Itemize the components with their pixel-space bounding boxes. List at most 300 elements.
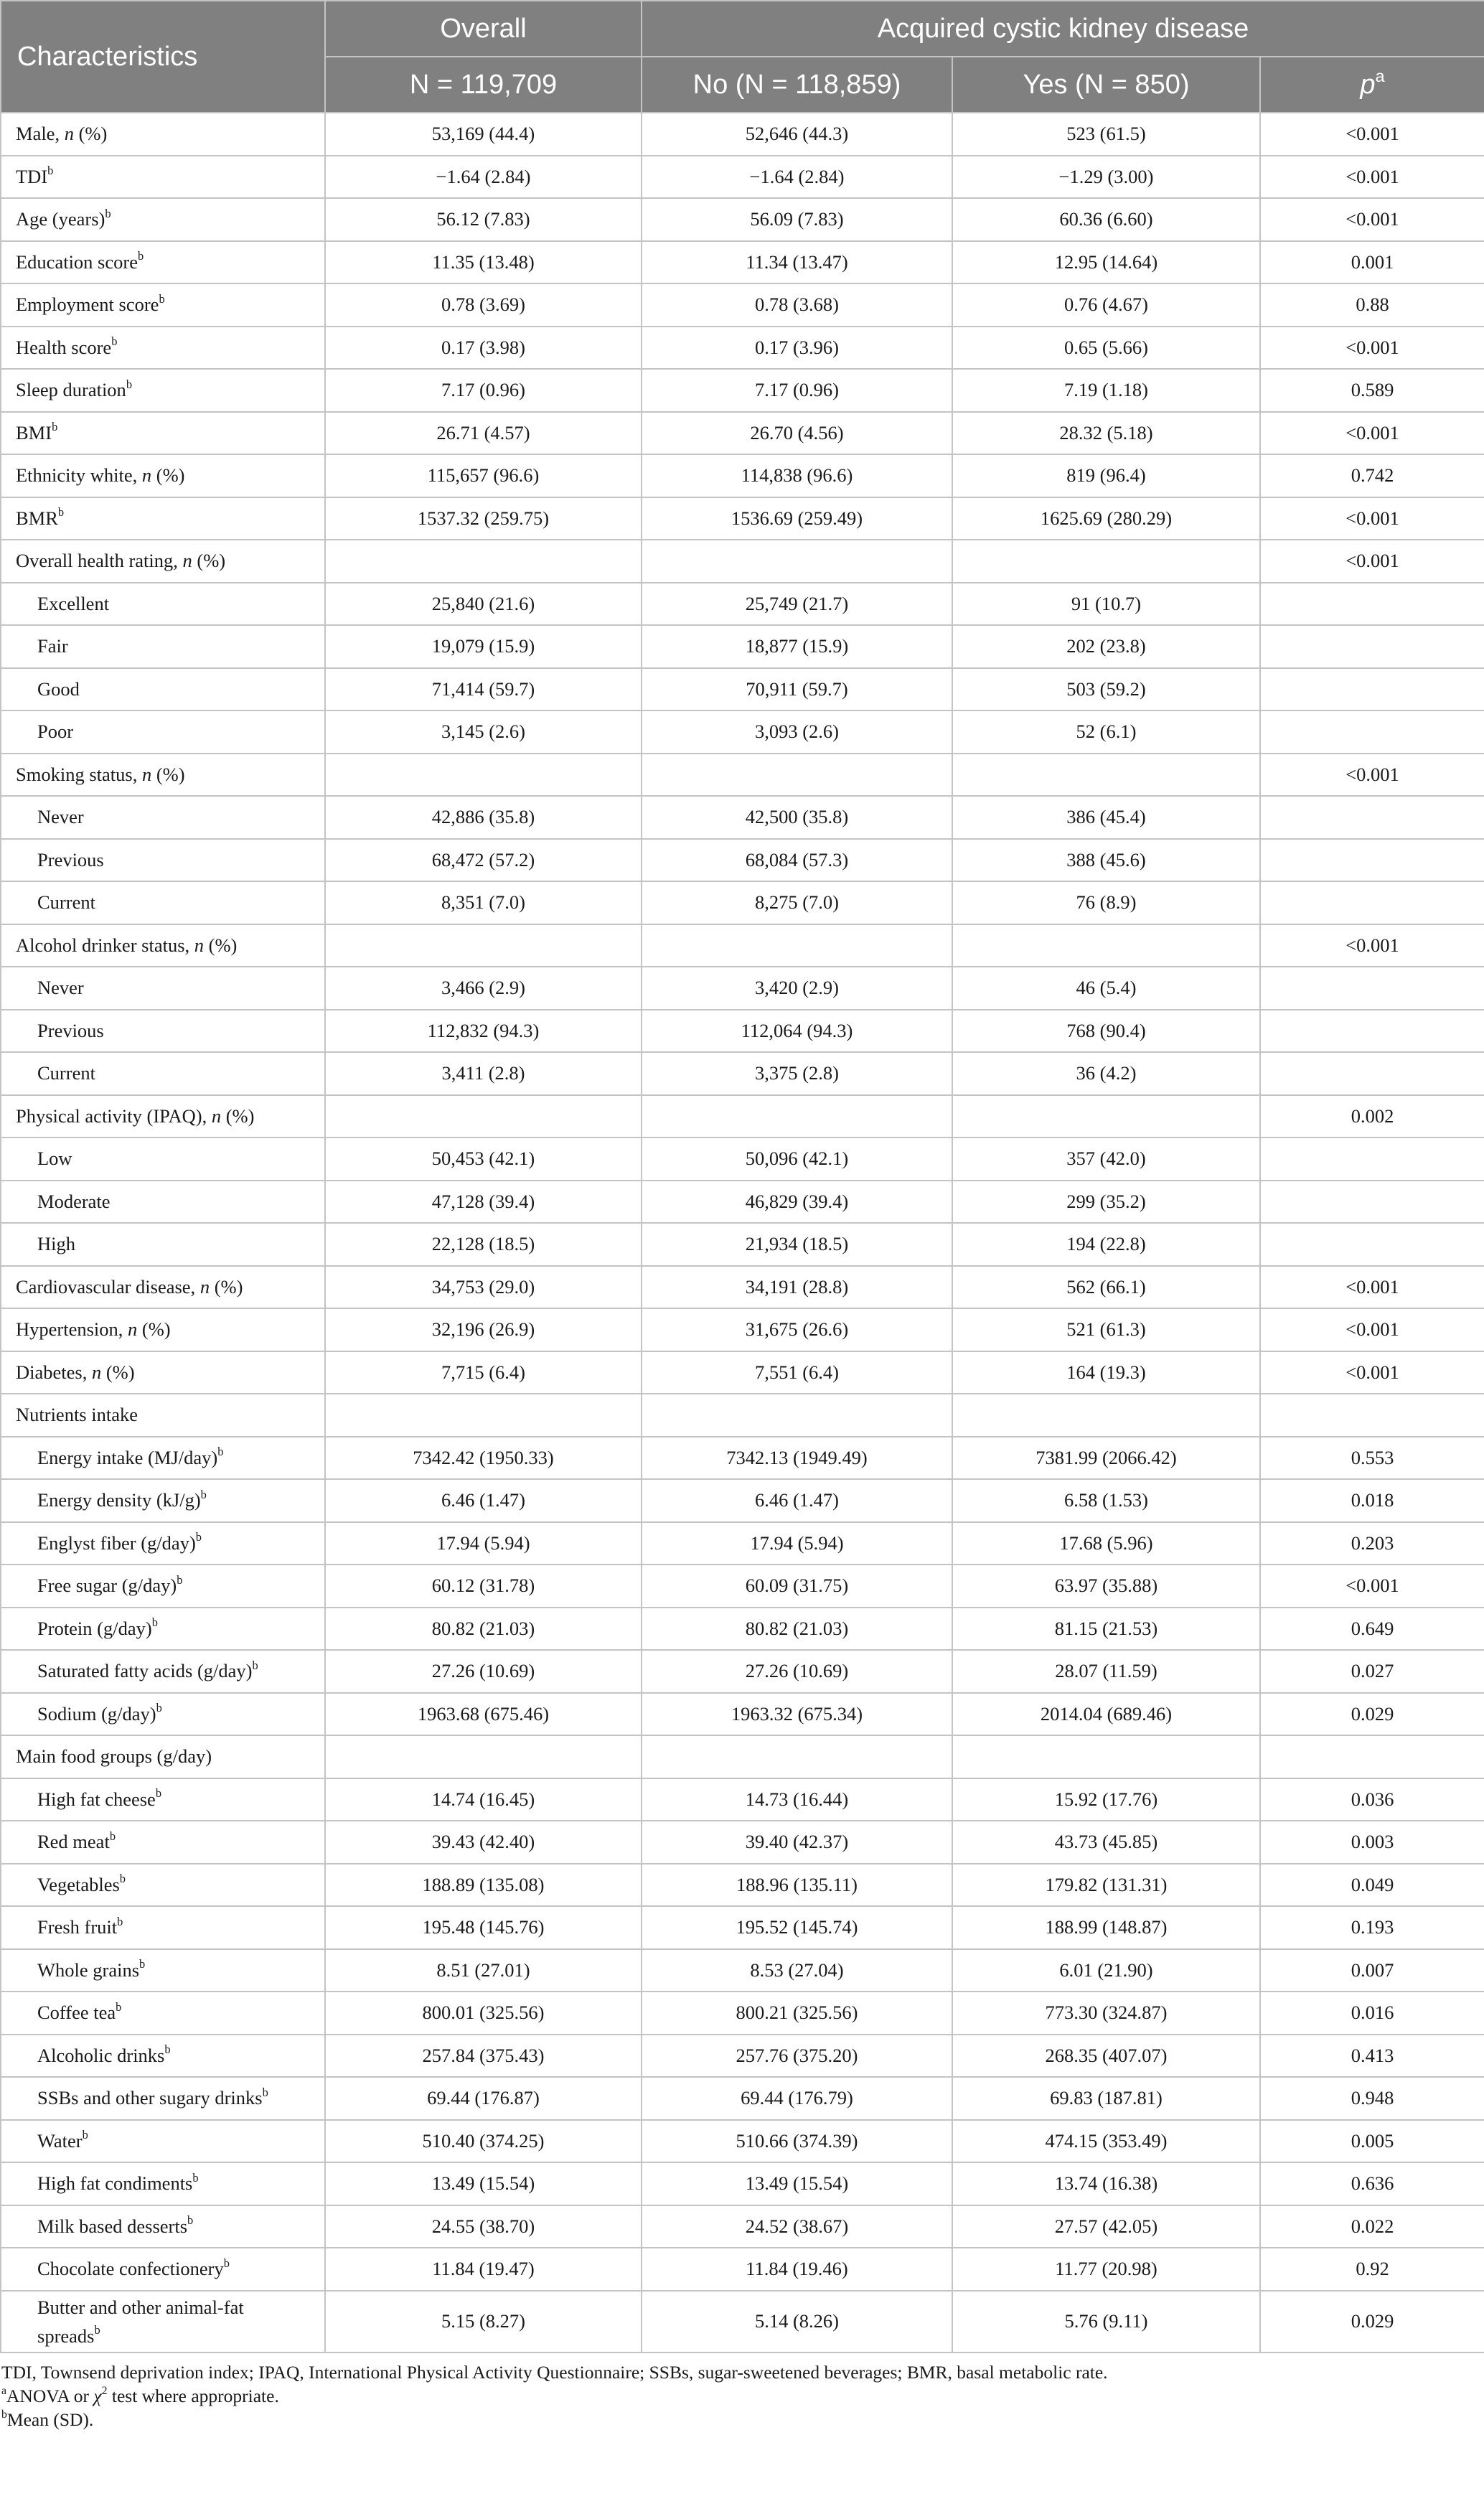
- cell-overall: 3,145 (2.6): [325, 710, 642, 754]
- cell-overall: [325, 1095, 642, 1138]
- cell-yes: 0.65 (5.66): [952, 327, 1260, 370]
- table-row: [1, 754, 1484, 797]
- cell-no: 17.94 (5.94): [642, 1522, 952, 1565]
- cell-yes: −1.29 (3.00): [952, 156, 1260, 199]
- cell-overall: 69.44 (176.87): [325, 2077, 642, 2120]
- cell-p-value: <0.001: [1260, 754, 1484, 797]
- row-label: Main food groups (g/day): [1, 1735, 325, 1778]
- table-row: [1, 2205, 1484, 2248]
- cell-no: 5.14 (8.26): [642, 2291, 952, 2353]
- cell-p-value: 0.413: [1260, 2035, 1484, 2078]
- cell-no: 114,838 (96.6): [642, 454, 952, 497]
- cell-no: 70,911 (59.7): [642, 668, 952, 711]
- cell-no: 7342.13 (1949.49): [642, 1437, 952, 1480]
- row-label: Health score$^b$: [1, 327, 325, 370]
- cell-overall: 800.01 (325.56): [325, 1992, 642, 2035]
- cell-yes: 188.99 (148.87): [952, 1906, 1260, 1949]
- row-label: Vegetables$^b$: [1, 1864, 325, 1907]
- cell-yes: 46 (5.4): [952, 967, 1260, 1010]
- cell-yes: 521 (61.3): [952, 1308, 1260, 1351]
- cell-overall: 24.55 (38.70): [325, 2205, 642, 2248]
- cell-p-value: 0.049: [1260, 1864, 1484, 1907]
- cell-no: 11.34 (13.47): [642, 241, 952, 284]
- cell-no: 34,191 (28.8): [642, 1266, 952, 1309]
- cell-overall: 50,453 (42.1): [325, 1137, 642, 1181]
- cell-yes: 28.32 (5.18): [952, 412, 1260, 455]
- cell-yes: 15.92 (17.76): [952, 1778, 1260, 1821]
- table-row: [1, 1906, 1484, 1949]
- cell-yes: 63.97 (35.88): [952, 1565, 1260, 1608]
- cell-no: 26.70 (4.56): [642, 412, 952, 455]
- cell-overall: 19,079 (15.9): [325, 625, 642, 668]
- row-label: Male, n (%): [1, 113, 325, 156]
- cell-overall: 22,128 (18.5): [325, 1223, 642, 1266]
- row-label: High fat cheese$^b$: [1, 1778, 325, 1821]
- cell-yes: 60.36 (6.60): [952, 198, 1260, 241]
- row-label: Fair: [1, 625, 325, 668]
- cell-yes: 474.15 (353.49): [952, 2120, 1260, 2163]
- cell-overall: 80.82 (21.03): [325, 1608, 642, 1651]
- table-row: [1, 2162, 1484, 2205]
- table-row: [1, 1308, 1484, 1351]
- cell-yes: 5.76 (9.11): [952, 2291, 1260, 2353]
- table-row: [1, 113, 1484, 156]
- cell-p-value: 0.029: [1260, 2291, 1484, 2353]
- header-no: No (N = 118,859): [642, 57, 952, 113]
- table-row: [1, 2035, 1484, 2078]
- cell-p-value: <0.001: [1260, 156, 1484, 199]
- table-row: [1, 668, 1484, 711]
- cell-yes: 523 (61.5): [952, 113, 1260, 156]
- cell-p-value: 0.203: [1260, 1522, 1484, 1565]
- cell-p-value: [1260, 1181, 1484, 1224]
- cell-no: 27.26 (10.69): [642, 1650, 952, 1693]
- cell-yes: 6.01 (21.90): [952, 1949, 1260, 1992]
- table-row: [1, 1266, 1484, 1309]
- cell-yes: 299 (35.2): [952, 1181, 1260, 1224]
- table-row: [1, 1137, 1484, 1181]
- cell-overall: 27.26 (10.69): [325, 1650, 642, 1693]
- cell-yes: 768 (90.4): [952, 1010, 1260, 1053]
- cell-p-value: <0.001: [1260, 924, 1484, 967]
- cell-no: [642, 924, 952, 967]
- row-label: Previous: [1, 1010, 325, 1053]
- cell-no: 8.53 (27.04): [642, 1949, 952, 1992]
- row-label: High fat condiments$^b$: [1, 2162, 325, 2205]
- table-row: [1, 1052, 1484, 1095]
- cell-no: [642, 754, 952, 797]
- header-p: $p^a$: [1260, 57, 1484, 113]
- cell-no: 18,877 (15.9): [642, 625, 952, 668]
- table-row: [1, 1010, 1484, 1053]
- table-row: [1, 412, 1484, 455]
- cell-p-value: [1260, 839, 1484, 882]
- cell-yes: [952, 1394, 1260, 1437]
- row-label: Overall health rating, n (%): [1, 540, 325, 583]
- cell-p-value: [1260, 710, 1484, 754]
- header-group-title: Acquired cystic kidney disease: [642, 1, 1484, 57]
- cell-yes: 819 (96.4): [952, 454, 1260, 497]
- cell-overall: 3,466 (2.9): [325, 967, 642, 1010]
- cell-p-value: 0.022: [1260, 2205, 1484, 2248]
- table-row: [1, 839, 1484, 882]
- table-row: [1, 1650, 1484, 1693]
- cell-p-value: [1260, 1137, 1484, 1181]
- cell-yes: [952, 924, 1260, 967]
- cell-p-value: 0.029: [1260, 1693, 1484, 1736]
- cell-p-value: 0.636: [1260, 2162, 1484, 2205]
- cell-no: 3,375 (2.8): [642, 1052, 952, 1095]
- cell-p-value: <0.001: [1260, 1565, 1484, 1608]
- cell-yes: 773.30 (324.87): [952, 1992, 1260, 2035]
- cell-p-value: 0.002: [1260, 1095, 1484, 1138]
- header-yes: Yes (N = 850): [952, 57, 1260, 113]
- row-label: Moderate: [1, 1181, 325, 1224]
- row-label: Poor: [1, 710, 325, 754]
- cell-overall: 60.12 (31.78): [325, 1565, 642, 1608]
- row-label: Low: [1, 1137, 325, 1181]
- cell-p-value: 0.193: [1260, 1906, 1484, 1949]
- cell-p-value: 0.589: [1260, 369, 1484, 412]
- cell-no: 3,093 (2.6): [642, 710, 952, 754]
- row-label: Chocolate confectionery$^b$: [1, 2248, 325, 2291]
- table-row: [1, 2248, 1484, 2291]
- cell-yes: 503 (59.2): [952, 668, 1260, 711]
- cell-overall: 68,472 (57.2): [325, 839, 642, 882]
- row-label: Milk based desserts$^b$: [1, 2205, 325, 2248]
- cell-yes: 69.83 (187.81): [952, 2077, 1260, 2120]
- cell-overall: 5.15 (8.27): [325, 2291, 642, 2353]
- table-body: [1, 113, 1484, 2353]
- cell-overall: 71,414 (59.7): [325, 668, 642, 711]
- cell-no: [642, 540, 952, 583]
- cell-p-value: 0.027: [1260, 1650, 1484, 1693]
- header-overall-n: N = 119,709: [325, 57, 642, 113]
- row-label: Never: [1, 967, 325, 1010]
- table-row: [1, 2077, 1484, 2120]
- cell-p-value: [1260, 1010, 1484, 1053]
- cell-p-value: 0.742: [1260, 454, 1484, 497]
- table-row: [1, 1522, 1484, 1565]
- cell-no: 52,646 (44.3): [642, 113, 952, 156]
- cell-overall: [325, 540, 642, 583]
- row-label: Water$^b$: [1, 2120, 325, 2163]
- cell-overall: 8,351 (7.0): [325, 881, 642, 924]
- cell-yes: [952, 540, 1260, 583]
- cell-no: 195.52 (145.74): [642, 1906, 952, 1949]
- table-row: [1, 327, 1484, 370]
- cell-no: 7.17 (0.96): [642, 369, 952, 412]
- cell-no: 42,500 (35.8): [642, 796, 952, 839]
- cell-overall: 17.94 (5.94): [325, 1522, 642, 1565]
- cell-yes: 7.19 (1.18): [952, 369, 1260, 412]
- cell-yes: 13.74 (16.38): [952, 2162, 1260, 2205]
- row-label: Protein $(g/day)^b$: [1, 1608, 325, 1651]
- cell-yes: 202 (23.8): [952, 625, 1260, 668]
- cell-p-value: 0.001: [1260, 241, 1484, 284]
- cell-no: 39.40 (42.37): [642, 1821, 952, 1864]
- row-label: Alcoholic drinks$^b$: [1, 2035, 325, 2078]
- cell-no: 11.84 (19.46): [642, 2248, 952, 2291]
- table-row: [1, 1565, 1484, 1608]
- row-label: Excellent: [1, 583, 325, 626]
- cell-no: 112,064 (94.3): [642, 1010, 952, 1053]
- cell-overall: 34,753 (29.0): [325, 1266, 642, 1309]
- row-label: Englyst fiber $(g/day)^b$: [1, 1522, 325, 1565]
- cell-overall: [325, 924, 642, 967]
- table-row: [1, 1608, 1484, 1651]
- table-row: [1, 497, 1484, 540]
- cell-p-value: 0.003: [1260, 1821, 1484, 1864]
- cell-overall: 14.74 (16.45): [325, 1778, 642, 1821]
- table-row: [1, 369, 1484, 412]
- cell-overall: 11.35 (13.48): [325, 241, 642, 284]
- table-row: [1, 1949, 1484, 1992]
- cell-no: 14.73 (16.44): [642, 1778, 952, 1821]
- cell-yes: [952, 1735, 1260, 1778]
- row-label: Physical activity (IPAQ), n (%): [1, 1095, 325, 1138]
- cell-p-value: <0.001: [1260, 1351, 1484, 1394]
- cell-no: 8,275 (7.0): [642, 881, 952, 924]
- table-row: [1, 1394, 1484, 1437]
- cell-no: 1536.69 (259.49): [642, 497, 952, 540]
- cell-no: 3,420 (2.9): [642, 967, 952, 1010]
- row-label: Cardiovascular disease, n (%): [1, 1266, 325, 1309]
- table-row: [1, 967, 1484, 1010]
- row-label: Smoking status, n (%): [1, 754, 325, 797]
- cell-overall: 32,196 (26.9): [325, 1308, 642, 1351]
- cell-p-value: <0.001: [1260, 1266, 1484, 1309]
- table-row: [1, 1437, 1484, 1480]
- row-label: Good: [1, 668, 325, 711]
- cell-yes: 11.77 (20.98): [952, 2248, 1260, 2291]
- cell-yes: 17.68 (5.96): [952, 1522, 1260, 1565]
- cell-p-value: <0.001: [1260, 540, 1484, 583]
- row-label: Diabetes, n (%): [1, 1351, 325, 1394]
- cell-no: 510.66 (374.39): [642, 2120, 952, 2163]
- table-row: [1, 198, 1484, 241]
- cell-overall: 1537.32 (259.75): [325, 497, 642, 540]
- cell-yes: 386 (45.4): [952, 796, 1260, 839]
- cell-yes: 179.82 (131.31): [952, 1864, 1260, 1907]
- cell-overall: 56.12 (7.83): [325, 198, 642, 241]
- cell-p-value: [1260, 1394, 1484, 1437]
- table-row: [1, 156, 1484, 199]
- row-label: Fresh fruit$^b$: [1, 1906, 325, 1949]
- row-label: Coffee tea$^b$: [1, 1992, 325, 2035]
- cell-p-value: [1260, 1735, 1484, 1778]
- cell-overall: 42,886 (35.8): [325, 796, 642, 839]
- cell-p-value: 0.018: [1260, 1479, 1484, 1522]
- cell-yes: 52 (6.1): [952, 710, 1260, 754]
- row-label: Employment score$^b$: [1, 283, 325, 327]
- cell-p-value: <0.001: [1260, 412, 1484, 455]
- cell-yes: 28.07 (11.59): [952, 1650, 1260, 1693]
- row-label: SSBs and other sugary drinks$^b$: [1, 2077, 325, 2120]
- row-label: Never: [1, 796, 325, 839]
- table-row: [1, 1095, 1484, 1138]
- cell-yes: 0.76 (4.67): [952, 283, 1260, 327]
- row-label: Energy intake $(MJ/day)^b$: [1, 1437, 325, 1480]
- cell-overall: 257.84 (375.43): [325, 2035, 642, 2078]
- cell-p-value: 0.649: [1260, 1608, 1484, 1651]
- cell-no: 60.09 (31.75): [642, 1565, 952, 1608]
- cell-p-value: [1260, 625, 1484, 668]
- cell-p-value: [1260, 1052, 1484, 1095]
- table-row: [1, 881, 1484, 924]
- table-row: [1, 1992, 1484, 2035]
- cell-no: 0.17 (3.96): [642, 327, 952, 370]
- cell-no: 13.49 (15.54): [642, 2162, 952, 2205]
- cell-overall: 25,840 (21.6): [325, 583, 642, 626]
- row-label: Current: [1, 881, 325, 924]
- cell-yes: 81.15 (21.53): [952, 1608, 1260, 1651]
- table-row: [1, 1181, 1484, 1224]
- row-label: Alcohol drinker status, n (%): [1, 924, 325, 967]
- cell-yes: 36 (4.2): [952, 1052, 1260, 1095]
- row-label: Red meat$^b$: [1, 1821, 325, 1864]
- table-row: [1, 454, 1484, 497]
- cell-no: 68,084 (57.3): [642, 839, 952, 882]
- cell-overall: −1.64 (2.84): [325, 156, 642, 199]
- cell-overall: 13.49 (15.54): [325, 2162, 642, 2205]
- cell-p-value: [1260, 668, 1484, 711]
- table-row: [1, 924, 1484, 967]
- row-label: Age (years)$^b$: [1, 198, 325, 241]
- cell-no: −1.64 (2.84): [642, 156, 952, 199]
- cell-overall: 1963.68 (675.46): [325, 1693, 642, 1736]
- table-row: [1, 1735, 1484, 1778]
- footnote-abbreviations: TDI, Townsend deprivation index; IPAQ, International Physical Activity Questionnaire; SSBs, sugar-sweetened beverages; BMR, basal metabolic rate.: [1, 2362, 1108, 2383]
- footnote-b: $^b$Mean (SD).: [1, 2408, 94, 2430]
- cell-no: 0.78 (3.68): [642, 283, 952, 327]
- cell-overall: 510.40 (374.25): [325, 2120, 642, 2163]
- table-row: [1, 283, 1484, 327]
- row-label: Sleep duration$^b$: [1, 369, 325, 412]
- table-row: [1, 625, 1484, 668]
- cell-overall: [325, 1735, 642, 1778]
- cell-yes: 562 (66.1): [952, 1266, 1260, 1309]
- cell-overall: 115,657 (96.6): [325, 454, 642, 497]
- table-header: [1, 1, 1484, 113]
- cell-p-value: 0.92: [1260, 2248, 1484, 2291]
- table-row: [1, 583, 1484, 626]
- cell-no: [642, 1394, 952, 1437]
- row-label: BMI$^b$: [1, 412, 325, 455]
- row-label: Nutrients intake: [1, 1394, 325, 1437]
- cell-p-value: <0.001: [1260, 198, 1484, 241]
- cell-overall: 195.48 (145.76): [325, 1906, 642, 1949]
- cell-yes: 7381.99 (2066.42): [952, 1437, 1260, 1480]
- table-footnotes: [0, 2360, 1480, 2431]
- table-row: [1, 2291, 1484, 2353]
- row-label: Saturated fatty acids $(g/day)^b$: [1, 1650, 325, 1693]
- cell-no: 24.52 (38.67): [642, 2205, 952, 2248]
- cell-p-value: [1260, 881, 1484, 924]
- cell-no: 46,829 (39.4): [642, 1181, 952, 1224]
- cell-overall: 112,832 (94.3): [325, 1010, 642, 1053]
- row-label: TDI$^b$: [1, 156, 325, 199]
- cell-yes: 357 (42.0): [952, 1137, 1260, 1181]
- cell-yes: 194 (22.8): [952, 1223, 1260, 1266]
- table-row: [1, 796, 1484, 839]
- table-row: [1, 2120, 1484, 2163]
- cell-overall: 7342.42 (1950.33): [325, 1437, 642, 1480]
- row-label: High: [1, 1223, 325, 1266]
- row-label: Butter and other animal-fat spreads$^b$: [1, 2291, 325, 2353]
- cell-p-value: <0.001: [1260, 497, 1484, 540]
- cell-no: 80.82 (21.03): [642, 1608, 952, 1651]
- cell-no: 6.46 (1.47): [642, 1479, 952, 1522]
- cell-yes: 1625.69 (280.29): [952, 497, 1260, 540]
- cell-overall: 7.17 (0.96): [325, 369, 642, 412]
- cell-no: 1963.32 (675.34): [642, 1693, 952, 1736]
- cell-no: 21,934 (18.5): [642, 1223, 952, 1266]
- table-row: [1, 710, 1484, 754]
- table-row: [1, 241, 1484, 284]
- cell-p-value: [1260, 1223, 1484, 1266]
- cell-p-value: 0.007: [1260, 1949, 1484, 1992]
- row-label: Whole grains$^b$: [1, 1949, 325, 1992]
- cell-overall: 0.78 (3.69): [325, 283, 642, 327]
- cell-p-value: [1260, 796, 1484, 839]
- header-overall: Overall: [325, 1, 642, 57]
- cell-p-value: 0.553: [1260, 1437, 1484, 1480]
- cell-no: 25,749 (21.7): [642, 583, 952, 626]
- row-label: Energy density $(kJ/g)^b$: [1, 1479, 325, 1522]
- header-characteristics: Characteristics: [1, 1, 325, 113]
- row-label: Current: [1, 1052, 325, 1095]
- cell-overall: [325, 1394, 642, 1437]
- cell-overall: 47,128 (39.4): [325, 1181, 642, 1224]
- footnote-a: $^a$ANOVA or $\chi^2$ test where appropriate.: [1, 2384, 279, 2406]
- cell-yes: 27.57 (42.05): [952, 2205, 1260, 2248]
- cell-p-value: 0.005: [1260, 2120, 1484, 2163]
- cell-yes: 43.73 (45.85): [952, 1821, 1260, 1864]
- cell-no: 188.96 (135.11): [642, 1864, 952, 1907]
- cell-no: [642, 1095, 952, 1138]
- row-label: Free sugar $(g/day)^b$: [1, 1565, 325, 1608]
- cell-overall: 6.46 (1.47): [325, 1479, 642, 1522]
- cell-p-value: 0.88: [1260, 283, 1484, 327]
- table-row: [1, 1223, 1484, 1266]
- cell-p-value: <0.001: [1260, 113, 1484, 156]
- cell-p-value: [1260, 967, 1484, 1010]
- row-label: Hypertension, n (%): [1, 1308, 325, 1351]
- cell-overall: 188.89 (135.08): [325, 1864, 642, 1907]
- cell-no: 800.21 (325.56): [642, 1992, 952, 2035]
- cell-overall: 39.43 (42.40): [325, 1821, 642, 1864]
- table-row: [1, 1693, 1484, 1736]
- cell-p-value: 0.948: [1260, 2077, 1484, 2120]
- cell-yes: [952, 754, 1260, 797]
- cell-p-value: <0.001: [1260, 1308, 1484, 1351]
- cell-overall: 8.51 (27.01): [325, 1949, 642, 1992]
- cell-yes: 164 (19.3): [952, 1351, 1260, 1394]
- cell-no: 31,675 (26.6): [642, 1308, 952, 1351]
- cell-no: 69.44 (176.79): [642, 2077, 952, 2120]
- cell-yes: 2014.04 (689.46): [952, 1693, 1260, 1736]
- cell-p-value: 0.016: [1260, 1992, 1484, 2035]
- cell-p-value: [1260, 583, 1484, 626]
- row-label: BMR$^b$: [1, 497, 325, 540]
- cell-p-value: 0.036: [1260, 1778, 1484, 1821]
- cell-yes: 76 (8.9): [952, 881, 1260, 924]
- cell-overall: 0.17 (3.98): [325, 327, 642, 370]
- cell-no: 50,096 (42.1): [642, 1137, 952, 1181]
- row-label: Ethnicity white, n (%): [1, 454, 325, 497]
- cell-overall: 11.84 (19.47): [325, 2248, 642, 2291]
